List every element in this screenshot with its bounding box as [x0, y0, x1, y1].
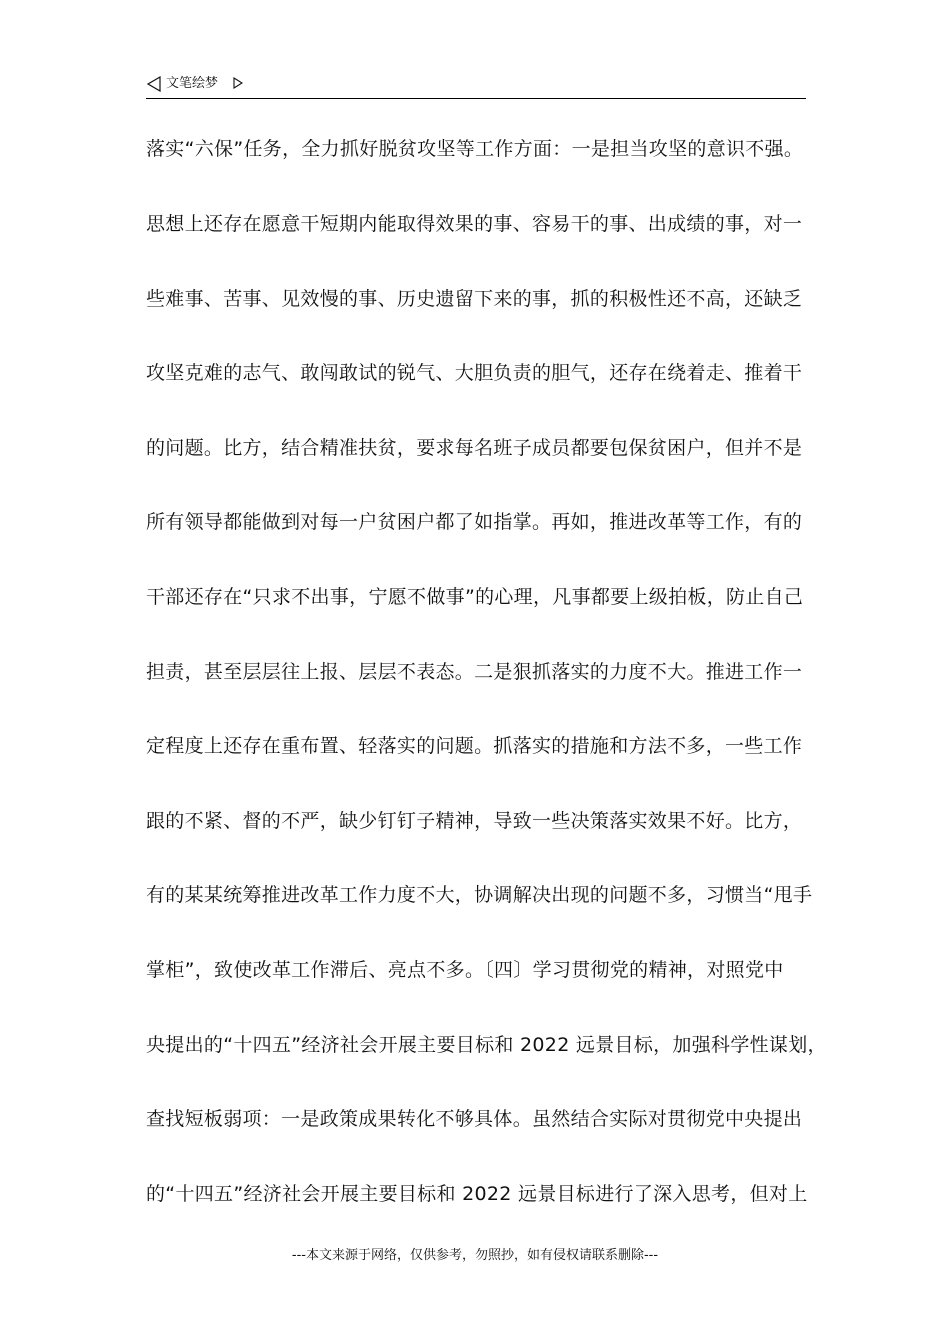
body-line: 干部还存在“只求不出事，宁愿不做事”的心理，凡事都要上级拍板，防止自己 [146, 586, 804, 608]
body-line: 担责，甚至层层往上报、层层不表态。二是狠抓落实的力度不大。推进工作一 [146, 661, 803, 683]
body-line: 些难事、苦事、见效慢的事、历史遗留下来的事，抓的积极性还不高，还缺乏 [146, 288, 803, 310]
triangle-left-icon [146, 76, 162, 92]
body-line: 的问题。比方，结合精准扶贫，要求每名班子成员都要包保贫困户，但并不是 [146, 437, 803, 459]
body-line: 的“十四五”经济社会开展主要目标和 2022 远景目标进行了深入思考，但对上 [146, 1183, 808, 1205]
triangle-right-icon [233, 77, 243, 89]
body-line: 所有领导都能做到对每一户贫困户都了如指掌。再如，推进改革等工作，有的 [146, 511, 803, 533]
body-line: 落实“六保”任务，全力抓好脱贫攻坚等工作方面：一是担当攻坚的意识不强。 [146, 138, 804, 160]
body-line: 有的某某统筹推进改革工作力度不大，协调解决出现的问题不多，习惯当“甩手 [146, 884, 813, 906]
body-line: 掌柜”，致使改革工作滞后、亮点不多。〔四〕学习贯彻党的精神，对照党中 [146, 959, 784, 981]
footer-disclaimer: ---本文来源于网络，仅供参考，勿照抄，如有侵权请联系删除--- [291, 1248, 659, 1263]
header-title: 文笔绘梦 [166, 76, 219, 91]
body-line: 思想上还存在愿意干短期内能取得效果的事、容易干的事、出成绩的事，对一 [146, 213, 803, 235]
body-line: 跟的不紧、督的不严，缺少钉钉子精神，导致一些决策落实效果不好。比方， [146, 810, 803, 832]
body-line: 央提出的“十四五”经济社会开展主要目标和 2022 远景目标，加强科学性谋划， [146, 1034, 827, 1056]
page-header [146, 74, 806, 99]
body-line: 定程度上还存在重布置、轻落实的问题。抓落实的措施和方法不多，一些工作 [146, 735, 803, 757]
body-line: 攻坚克难的志气、敢闯敢试的锐气、大胆负责的胆气，还存在绕着走、推着干 [146, 362, 803, 384]
body-line: 查找短板弱项：一是政策成果转化不够具体。虽然结合实际对贯彻党中央提出 [146, 1108, 803, 1130]
